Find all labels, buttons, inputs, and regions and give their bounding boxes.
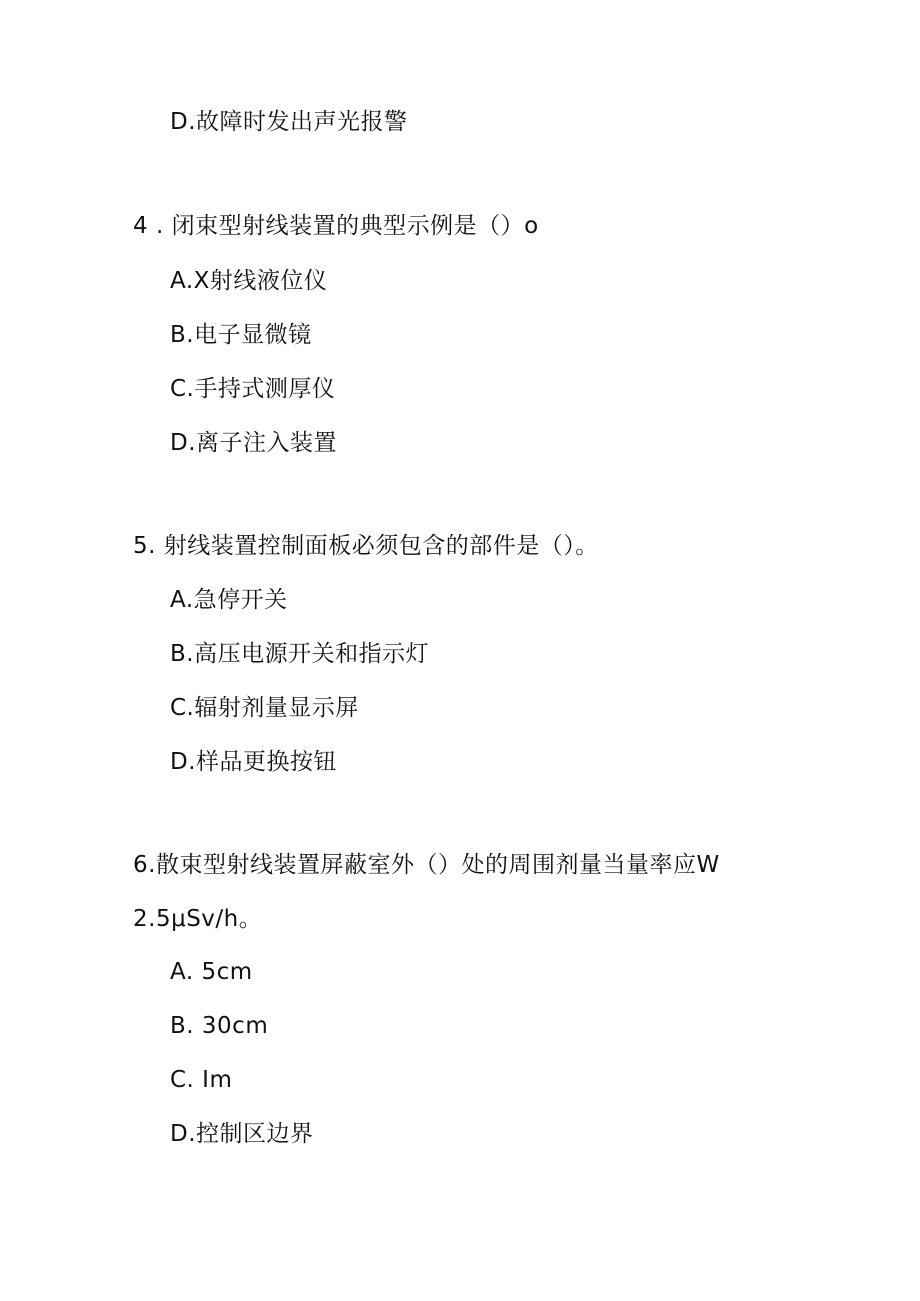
question-6-option-a: A. 5cm [170, 959, 253, 985]
question-6-stem-line1: 6.散束型射线装置屏蔽室外（）处的周围剂量当量率应W [133, 852, 720, 878]
question-4-option-b: B.电子显微镜 [170, 322, 312, 348]
question-6-option-c: C. Im [170, 1067, 233, 1093]
question-4-option-a: A.X射线液位仪 [170, 268, 328, 294]
question-5-option-d: D.样品更换按钮 [170, 749, 338, 775]
question-5-stem: 5. 射线装置控制面板必须包含的部件是（）。 [133, 533, 599, 559]
question-4-option-d: D.离子注入装置 [170, 430, 338, 456]
question-6-option-d: D.控制区边界 [170, 1121, 314, 1147]
question-6-stem-line2: 2.5μSv∕h。 [133, 906, 263, 932]
question-6-option-b: B. 30cm [170, 1013, 269, 1039]
prev-question-option-d: D.故障时发出声光报警 [170, 109, 408, 135]
question-5-option-a: A.急停开关 [170, 587, 288, 613]
question-4-stem: 4 . 闭束型射线装置的典型示例是（）o [133, 213, 539, 239]
question-5-option-c: C.辐射剂量显示屏 [170, 695, 359, 721]
question-4-option-c: C.手持式测厚仪 [170, 376, 336, 402]
question-5-option-b: B.高压电源开关和指示灯 [170, 641, 430, 667]
